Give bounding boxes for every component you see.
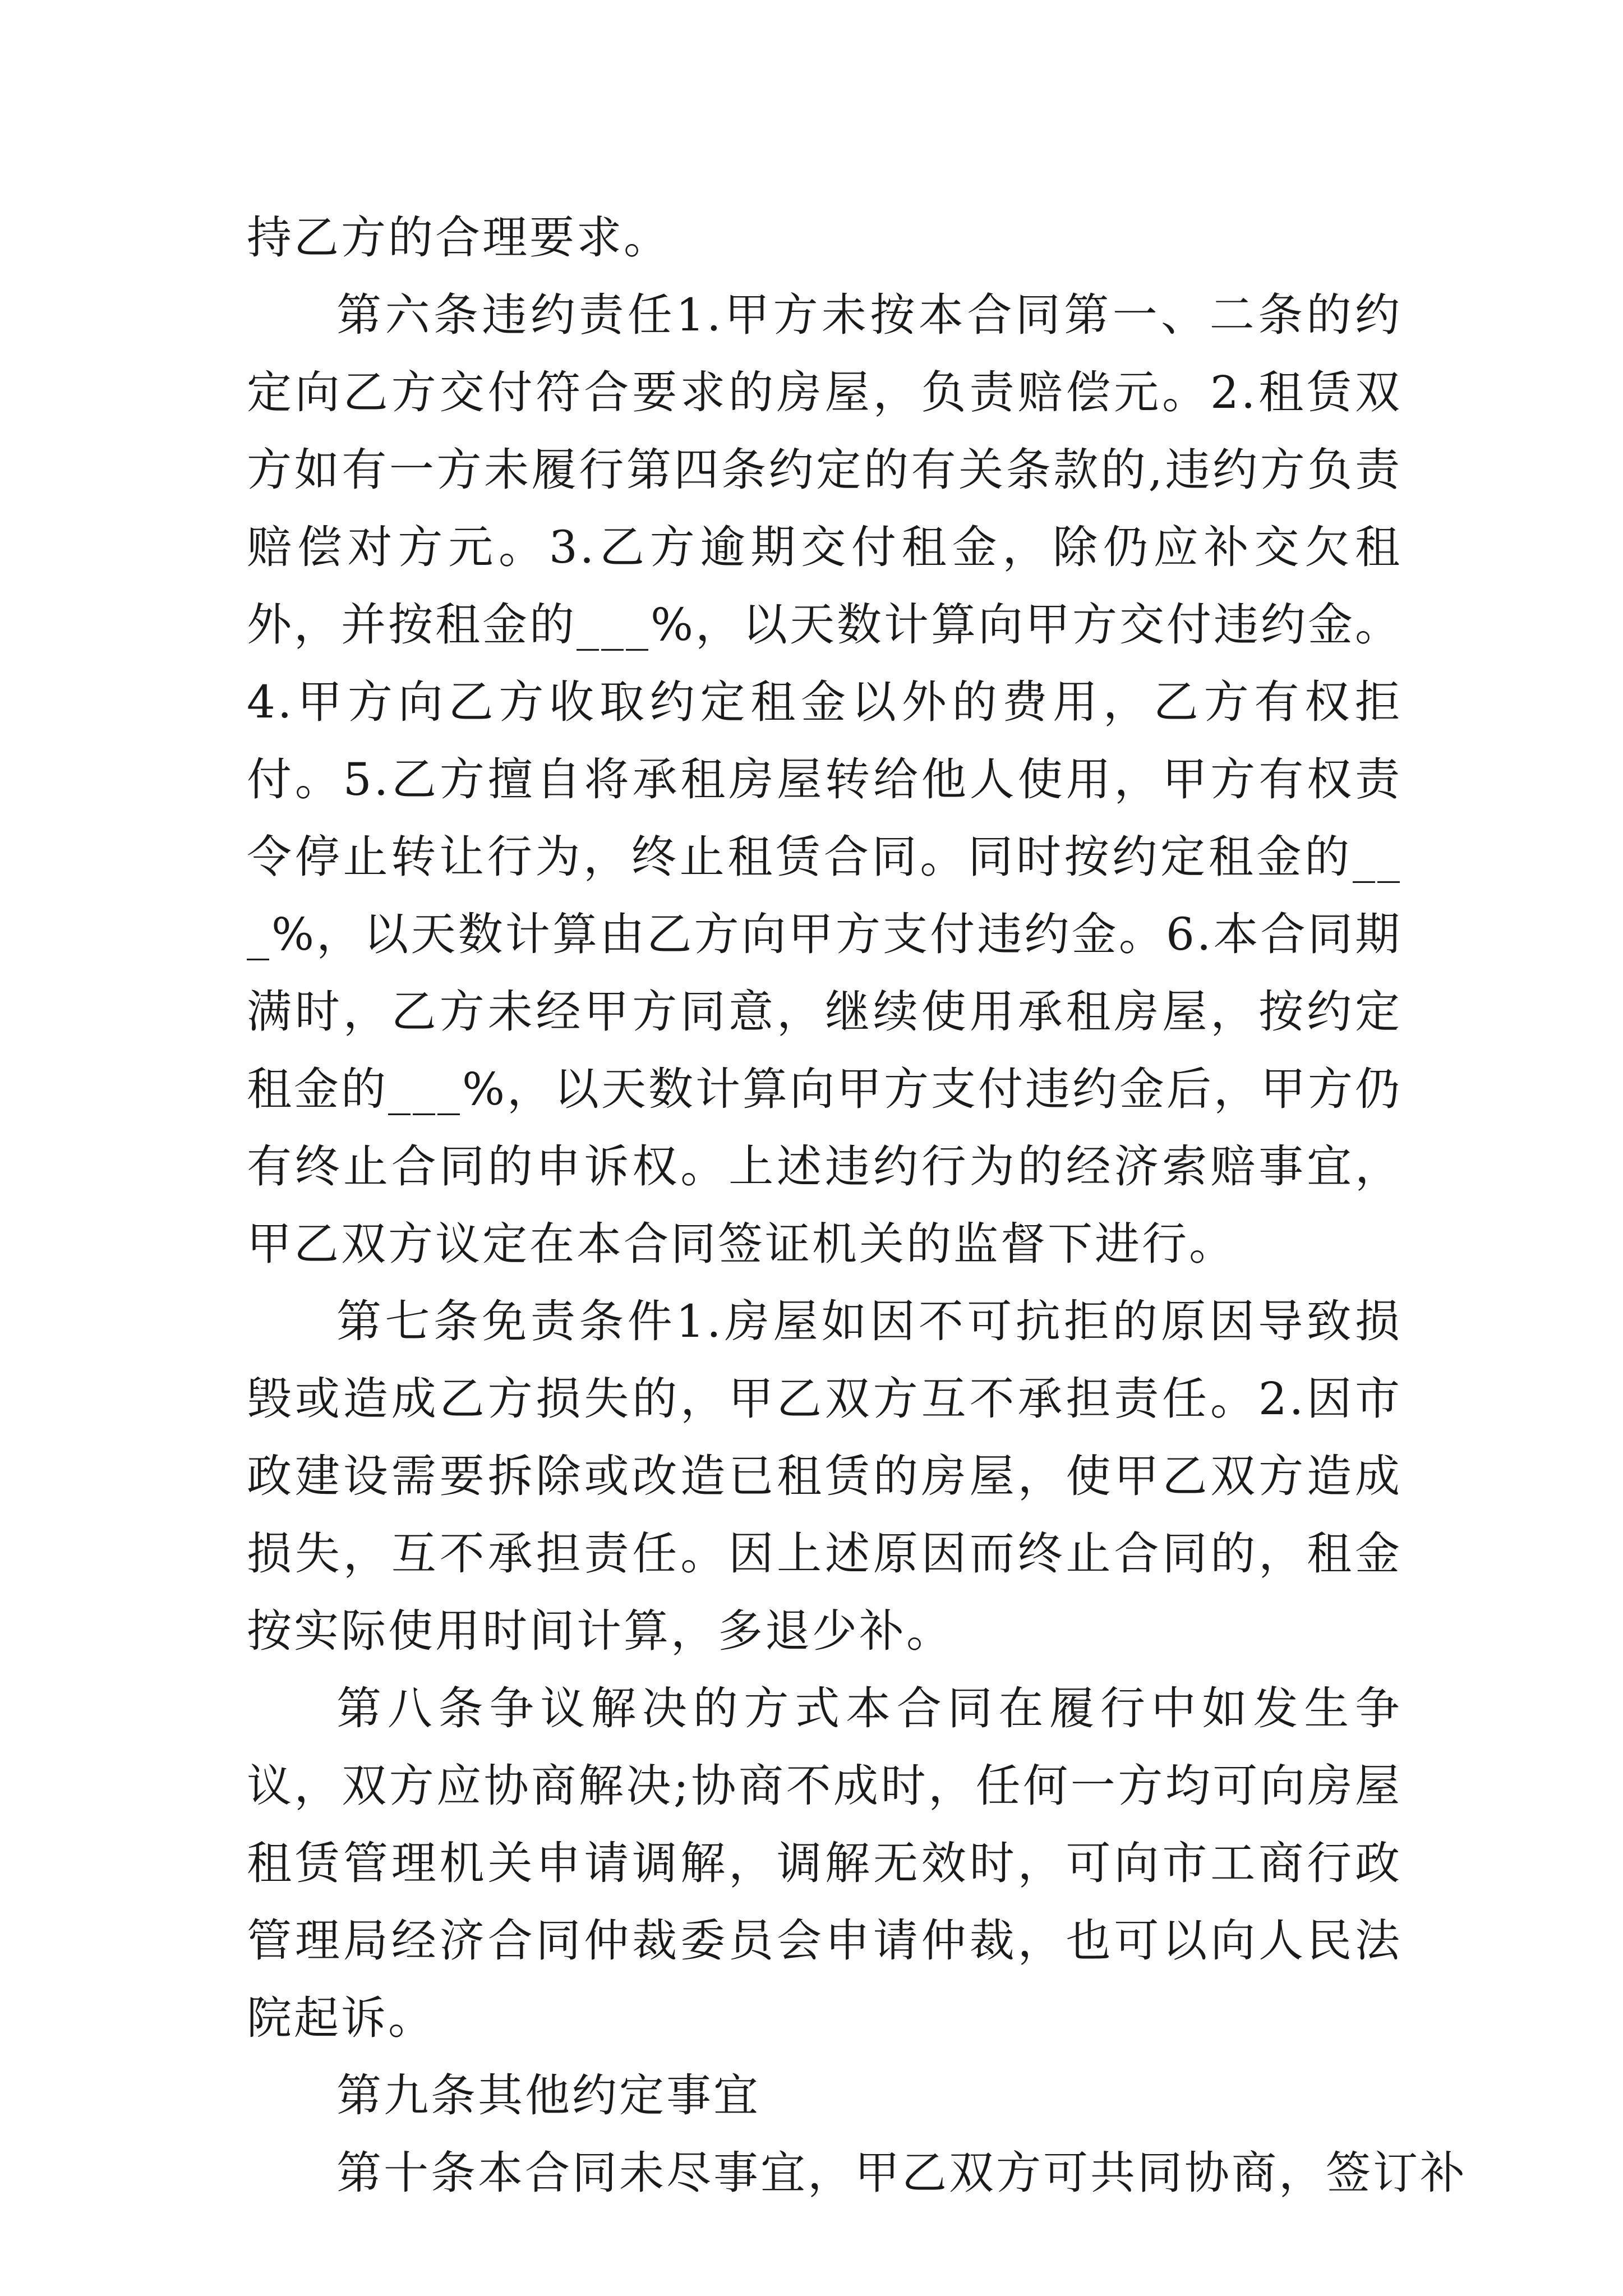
paragraph-article-6-breach-liability: 第六条违约责任1.甲方未按本合同第一、二条的约定向乙方交付符合要求的房屋，负责赔偿元。2.租赁双方如有一方未履行第四条约定的有关条款的,违约方负责赔偿对方元。3.乙方逾期交付租金，除仍应补交欠租外，并按租金的___%，以天数计算向甲方交付违约金。4.甲方向乙方收取约定租金以外的费用，乙方有权拒付。5.乙方擅自将承租房屋转给他人使用，甲方有权责令停止转让行为，终止租赁合同。同时按约定租金的___%，以天数计算由乙方向甲方支付违约金。6.本合同期满时，乙方未经甲方同意，继续使用承租房屋，按约定租金的___%，以天数计算向甲方支付违约金后，甲方仍有终止合同的申诉权。上述违约行为的经济索赔事宜，甲乙双方议定在本合同签证机关的监督下进行。 (247, 289, 1403, 1270)
paragraph-article-10-unresolved-matters: 第十条本合同未尽事宜，甲乙双方可共同协商，签订补 (336, 2147, 1467, 2199)
paragraph-article-7-exemption: 第七条免责条件1.房屋如因不可抗拒的原因导致损毁或造成乙方损失的，甲乙双方互不承担责任。2.因市政建设需要拆除或改造已租赁的房屋，使甲乙双方造成损失，互不承担责任。因上述原因而终止合同的，租金按实际使用时间计算，多退少补。 (247, 1295, 1402, 1657)
paragraph-continuation: 持乙方的合理要求。 (247, 211, 671, 264)
paragraph-article-9-other-matters: 第九条其他约定事宜 (336, 2069, 760, 2122)
document-body (247, 199, 1467, 2212)
paragraph-article-8-dispute-resolution: 第八条争议解决的方式本合同在履行中如发生争议，双方应协商解决;协商不成时，任何一方均可向房屋租赁管理机关申请调解，调解无效时，可向市工商行政管理局经济合同仲裁委员会申请仲裁，也可以向人民法院起诉。 (247, 1682, 1402, 2044)
